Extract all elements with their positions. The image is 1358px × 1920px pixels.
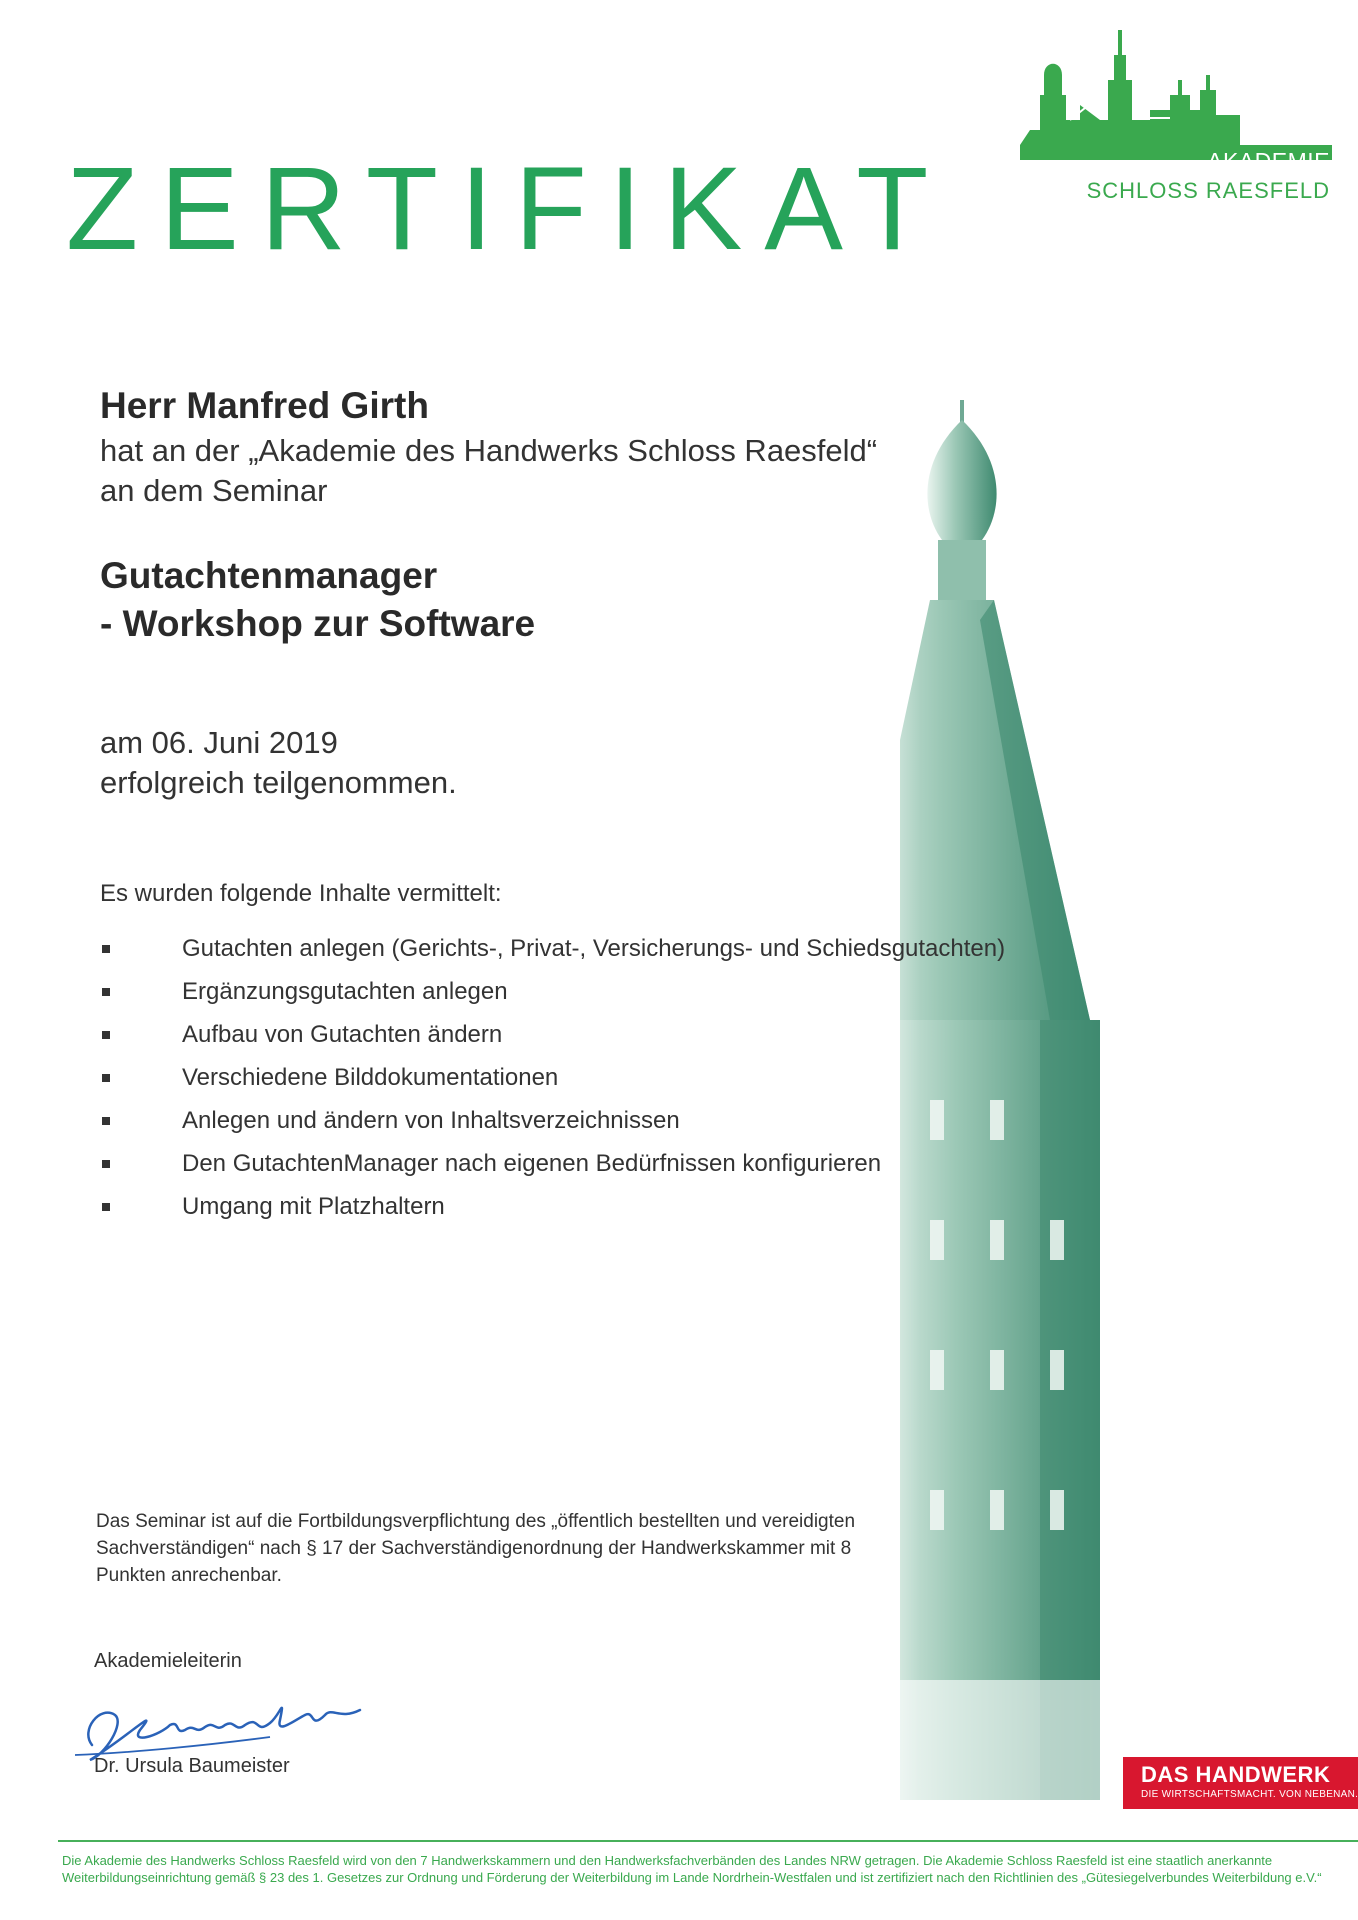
bullet-icon: [102, 1074, 110, 1082]
list-item-text: Verschiedene Bilddokumentationen: [182, 1064, 559, 1091]
intro-line-2: an dem Seminar: [100, 473, 328, 508]
list-item-text: Anlegen und ändern von Inhaltsverzeichnissen: [182, 1107, 680, 1134]
intro-line-1: hat an der „Akademie des Handwerks Schloss Raesfeld“: [100, 433, 878, 468]
badge-sub-text: DIE WIRTSCHAFTSMACHT. VON NEBENAN.: [1141, 1789, 1358, 1800]
seminar-title: [100, 552, 535, 648]
seminar-title-line-1: Gutachtenmanager: [100, 555, 438, 596]
signer-name: Dr. Ursula Baumeister: [94, 1755, 290, 1777]
das-handwerk-badge: [1123, 1757, 1358, 1809]
list-item-text: Umgang mit Platzhaltern: [182, 1193, 445, 1220]
recipient-name: Herr Manfred Girth: [100, 385, 429, 426]
list-item-text: Den GutachtenManager nach eigenen Bedürfnissen konfigurieren: [182, 1150, 882, 1177]
bullet-icon: [102, 988, 110, 996]
castle-tower-illustration: [900, 400, 1358, 1820]
bullet-icon: [102, 1117, 110, 1125]
bullet-icon: [102, 1160, 110, 1168]
bullet-icon: [102, 945, 110, 953]
accreditation-note: Das Seminar ist auf die Fortbildungsverpflichtung des „öffentlich bestellten und vereidigten Sachverständigen“ nach § 17 der Sachverständigenordnung der Handwerkskammer mit 8 Punkten anrechenbar.: [96, 1511, 856, 1586]
akademie-logo: [1010, 20, 1340, 203]
result-line: erfolgreich teilgenommen.: [100, 765, 457, 800]
list-item-text: Gutachten anlegen (Gerichts-, Privat-, Versicherungs- und Schiedsgutachten): [182, 935, 1006, 962]
logo-line-akademie: AKADEMIE: [1207, 148, 1330, 174]
signer-role: Akademieleiterin: [94, 1650, 242, 1672]
list-item-text: Ergänzungsgutachten anlegen: [182, 978, 508, 1005]
badge-main-text: DAS HANDWERK: [1141, 1762, 1331, 1787]
contents-intro: Es wurden folgende Inhalte vermittelt:: [100, 880, 502, 907]
footer-divider: [58, 1840, 1358, 1842]
list-item-text: Aufbau von Gutachten ändern: [182, 1021, 503, 1048]
seminar-title-line-2: - Workshop zur Software: [100, 603, 536, 644]
certificate-title: ZERTIFIKAT: [66, 143, 951, 275]
footer-text: Die Akademie des Handwerks Schloss Raesfeld wird von den 7 Handwerkskammern und den Handwerksfachverbänden des Landes NRW getragen. Die Akademie Schloss Raesfeld ist eine staatlich anerkannte Weiterbildungseinrichtung gemäß § 23 des 1. Gesetzes zur Ordnung und Förderung der Weiterbildung im Lande Nordrhein-Westfalen und ist zertifiziert nach den Richtlinien des „Gütesiegelverbundes Weiterbildung e.V.“: [62, 1853, 1322, 1885]
bullet-icon: [102, 1031, 110, 1039]
signature-image: [70, 1675, 370, 1765]
bullet-icon: [102, 1203, 110, 1211]
logo-line-schloss: SCHLOSS RAESFELD: [1086, 178, 1330, 203]
castle-silhouette-icon: [1010, 20, 1340, 160]
date-line: am 06. Juni 2019: [100, 725, 338, 760]
